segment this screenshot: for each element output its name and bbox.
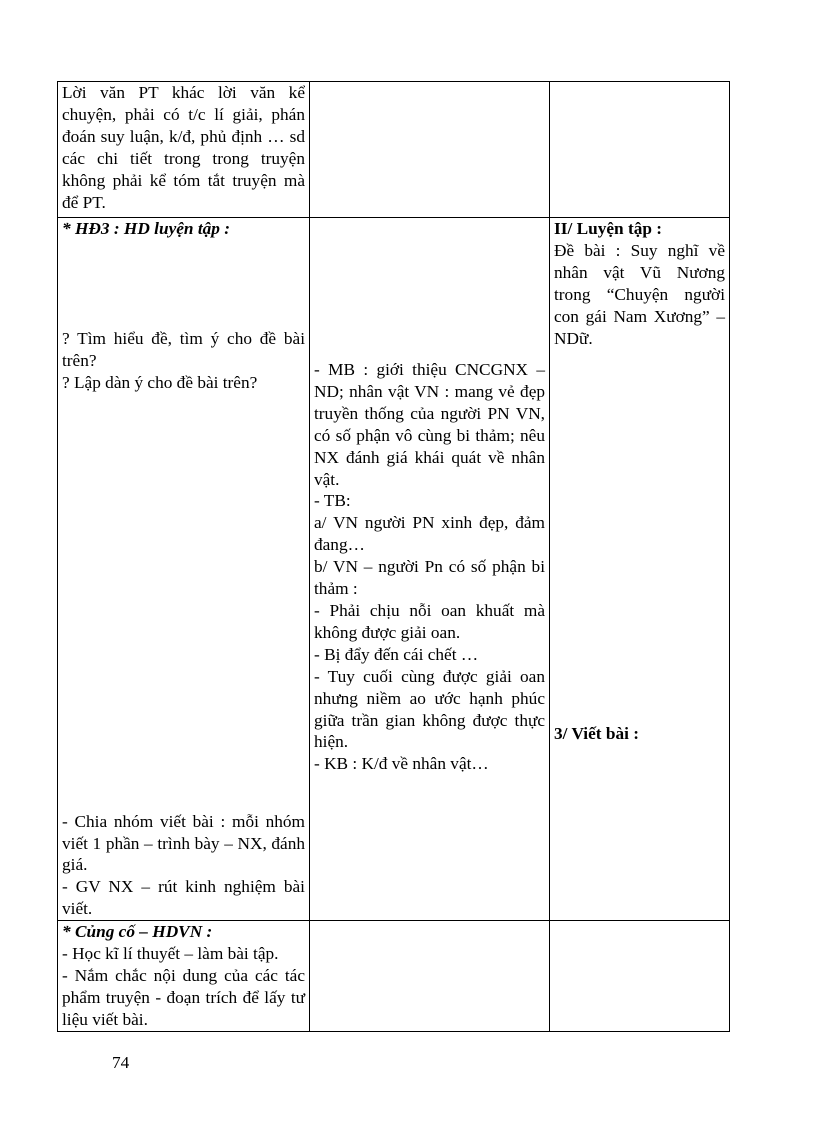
table-row bbox=[58, 218, 730, 921]
content-cell bbox=[550, 218, 730, 921]
outline-intro: - MB : giới thiệu CNCGNX – ND; nhân vật VN : mang vẻ đẹp truyền thống của người PN VN, có số phận vô cùng bi thảm; nêu NX đánh giá khái quát về nhân vật. bbox=[314, 360, 545, 489]
task-teacher-review: - GV NX – rút kinh nghiệm bài viết. bbox=[62, 877, 305, 919]
outline-cell bbox=[310, 218, 550, 921]
empty-cell bbox=[310, 82, 550, 218]
lesson-plan-table bbox=[57, 81, 730, 1032]
analysis-note-cell bbox=[58, 82, 310, 218]
outline-conclusion: - KB : K/đ về nhân vật… bbox=[314, 754, 489, 774]
table-row bbox=[58, 921, 730, 1032]
homework-cell bbox=[58, 921, 310, 1032]
activity-cell bbox=[58, 218, 310, 921]
practice-heading: II/ Luyện tập : bbox=[554, 219, 663, 238]
writing-heading: 3/ Viết bài : bbox=[554, 724, 639, 744]
empty-cell bbox=[310, 921, 550, 1032]
outline-sub-3: - Tuy cuối cùng được giải oan nhưng niềm ao ước hạnh phúc giữa trần gian không được thực hiện. bbox=[314, 666, 545, 752]
homework-item-1: - Học kĩ lí thuyết – làm bài tập. bbox=[62, 944, 279, 964]
question-find-ideas: ? Tìm hiểu đề, tìm ý cho đề bài trên? bbox=[62, 328, 305, 370]
activity-heading: * HĐ3 : HD luyện tập : bbox=[62, 219, 231, 238]
homework-item-2: - Nắm chắc nội dung của các tác phẩm truyện - đoạn trích để lấy tư liệu viết bài. bbox=[62, 965, 305, 1029]
question-outline: ? Lập dàn ý cho đề bài trên? bbox=[62, 372, 258, 392]
empty-cell bbox=[550, 921, 730, 1032]
outline-sub-2: - Bị đẩy đến cái chết … bbox=[314, 644, 479, 664]
table-row bbox=[58, 82, 730, 218]
analysis-note: Lời văn PT khác lời văn kể chuyện, phải có t/c lí giải, phán đoán suy luận, k/đ, phủ định … sd các chi tiết trong trong truyện không phải kể tóm tắt truyện mà để PT. bbox=[62, 83, 305, 212]
outline-point-b: b/ VN – người Pn có số phận bi thảm : bbox=[314, 557, 545, 599]
practice-topic: Đề bài : Suy nghĩ về nhân vật Vũ Nương trong “Chuyện người con gái Nam Xương” – NDữ. bbox=[554, 240, 725, 348]
outline-point-a: a/ VN người PN xinh đẹp, đảm đang… bbox=[314, 513, 545, 555]
empty-cell bbox=[550, 82, 730, 218]
page-number: 74 bbox=[112, 1053, 130, 1072]
outline-sub-1: - Phải chịu nỗi oan khuất mà không được giải oan. bbox=[314, 600, 545, 642]
homework-heading: * Củng cố – HDVN : bbox=[62, 922, 213, 942]
outline-body-label: - TB: bbox=[314, 491, 351, 511]
task-group-writing: - Chia nhóm viết bài : mỗi nhóm viết 1 phần – trình bày – NX, đánh giá. bbox=[62, 811, 305, 875]
